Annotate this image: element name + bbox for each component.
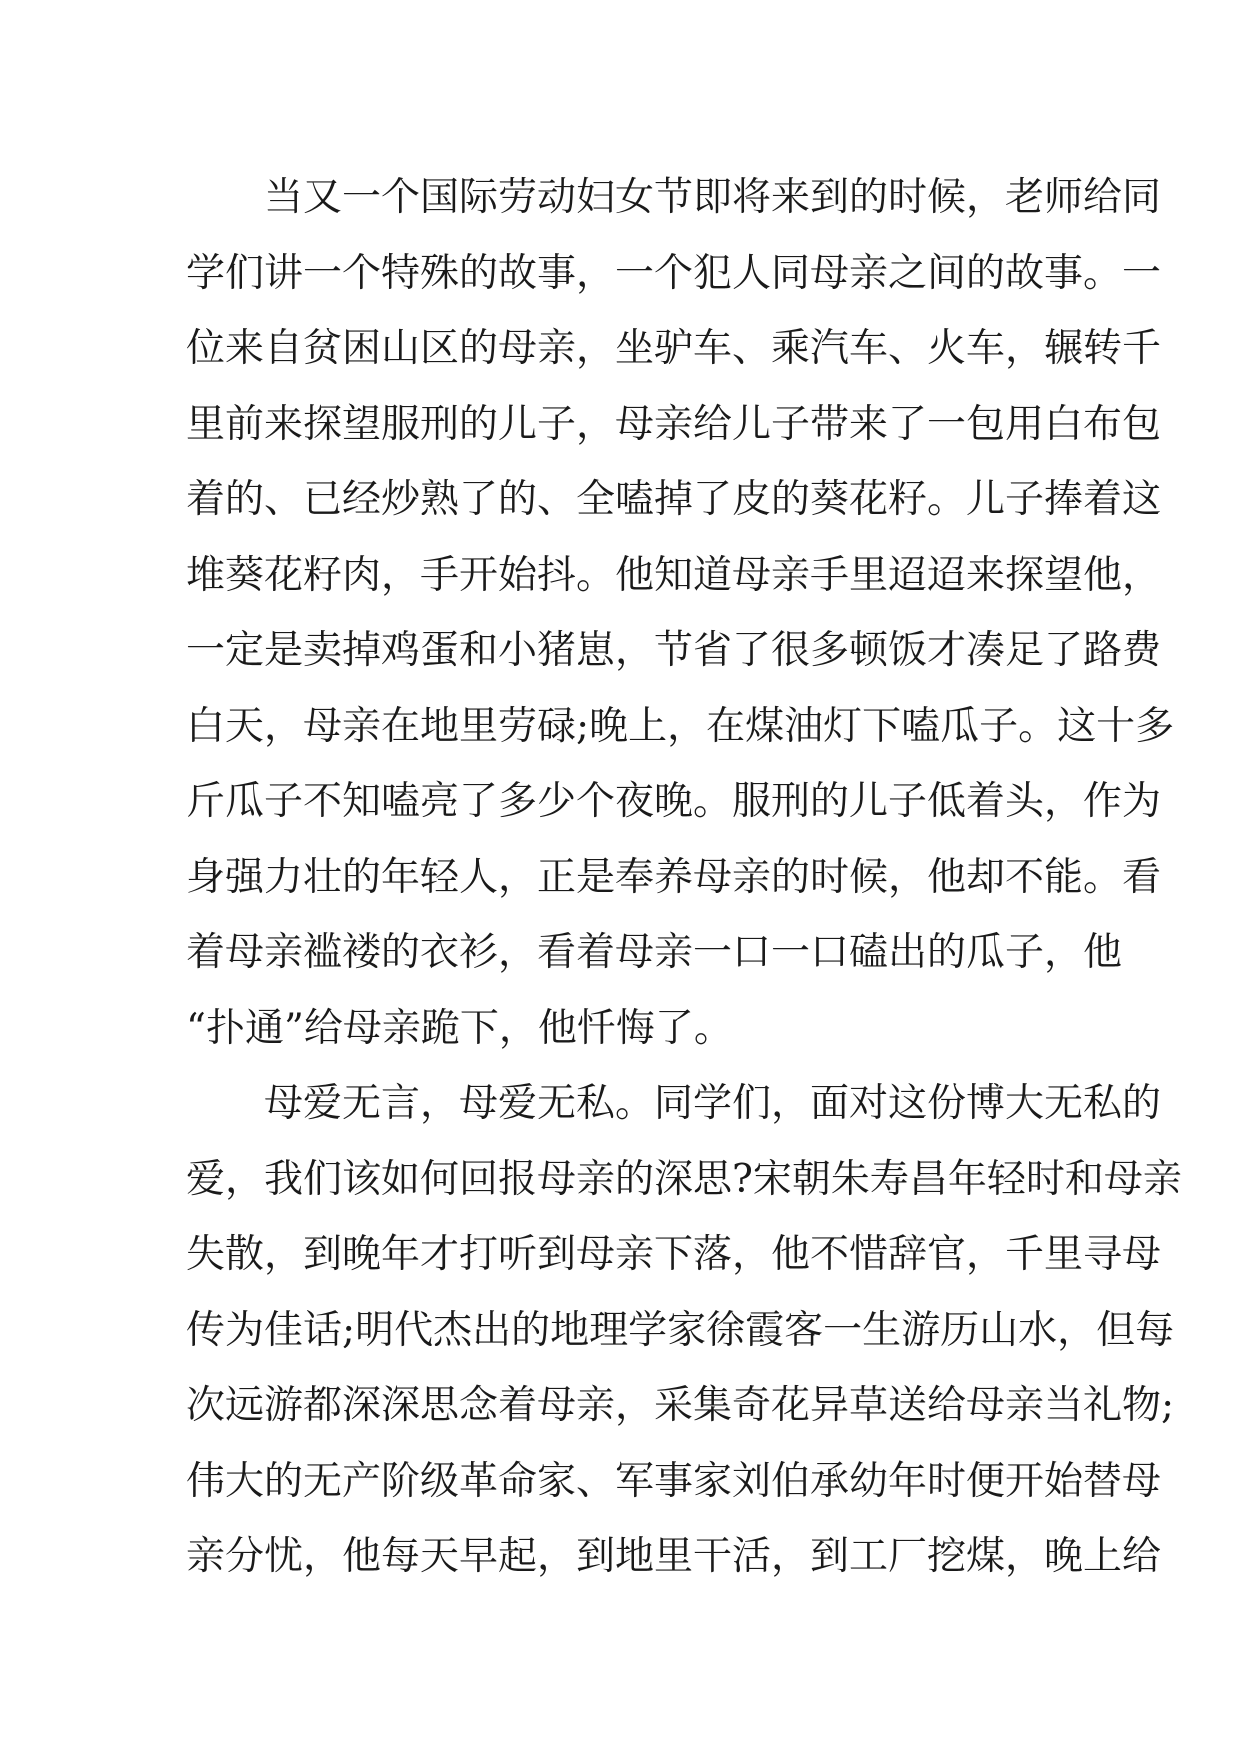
paragraph-1 — [186, 168, 1175, 1074]
paragraph-line: 着的、已经炒熟了的、全嗑掉了皮的葵花籽。儿子捧着这 — [186, 477, 1162, 522]
paragraph-line: 身强力壮的年轻人，正是奉养母亲的时候，他却不能。看 — [186, 854, 1162, 900]
paragraph-line: 伟大的无产阶级革命家、军事家刘伯承幼年时便开始替母 — [186, 1458, 1162, 1504]
paragraph-line: 里前来探望服刑的儿子，母亲给儿子带来了一包用白布包 — [186, 401, 1162, 447]
paragraph-line: 位来自贫困山区的母亲，坐驴车、乘汽车、火车，辗转千 — [186, 326, 1162, 371]
paragraph-line: 母爱无言，母爱无私。同学们，面对这份博大无私的 — [264, 1081, 1162, 1126]
paragraph-line: 堆葵花籽肉，手开始抖。他知道母亲手里迢迢来探望他， — [186, 552, 1162, 598]
paragraph-2 — [186, 1074, 1182, 1603]
paragraph-line: 当又一个国际劳动妇女节即将来到的时候，老师给同 — [264, 175, 1162, 220]
paragraph-line: 白天，母亲在地里劳碌;晚上，在煤油灯下嗑瓜子。这十多 — [186, 703, 1175, 749]
essay-body — [186, 168, 1182, 1603]
paragraph-line: 学们讲一个特殊的故事，一个犯人同母亲之间的故事。一 — [186, 250, 1162, 296]
paragraph-line: 爱，我们该如何回报母亲的深思?宋朝朱寿昌年轻时和母亲 — [186, 1156, 1182, 1202]
paragraph-line: 传为佳话;明代杰出的地理学家徐霞客一生游历山水，但每 — [186, 1307, 1175, 1353]
paragraph-line: 次远游都深深思念着母亲，采集奇花异草送给母亲当礼物; — [186, 1383, 1175, 1428]
paragraph-line: “扑通”给母亲跪下，他忏悔了。 — [186, 1005, 733, 1051]
paragraph-line: 失散，到晚年才打听到母亲下落，他不惜辞官，千里寻母 — [186, 1232, 1162, 1277]
paragraph-line: 斤瓜子不知嗑亮了多少个夜晚。服刑的儿子低着头，作为 — [186, 779, 1162, 824]
paragraph-line: 亲分忧，他每天早起，到地里干活，到工厂挖煤，晚上给 — [186, 1534, 1162, 1579]
paragraph-line: 着母亲褴褛的衣衫，看着母亲一口一口磕出的瓜子，他 — [186, 930, 1123, 975]
paragraph-line: 一定是卖掉鸡蛋和小猪崽，节省了很多顿饭才凑足了路费 — [186, 628, 1162, 673]
